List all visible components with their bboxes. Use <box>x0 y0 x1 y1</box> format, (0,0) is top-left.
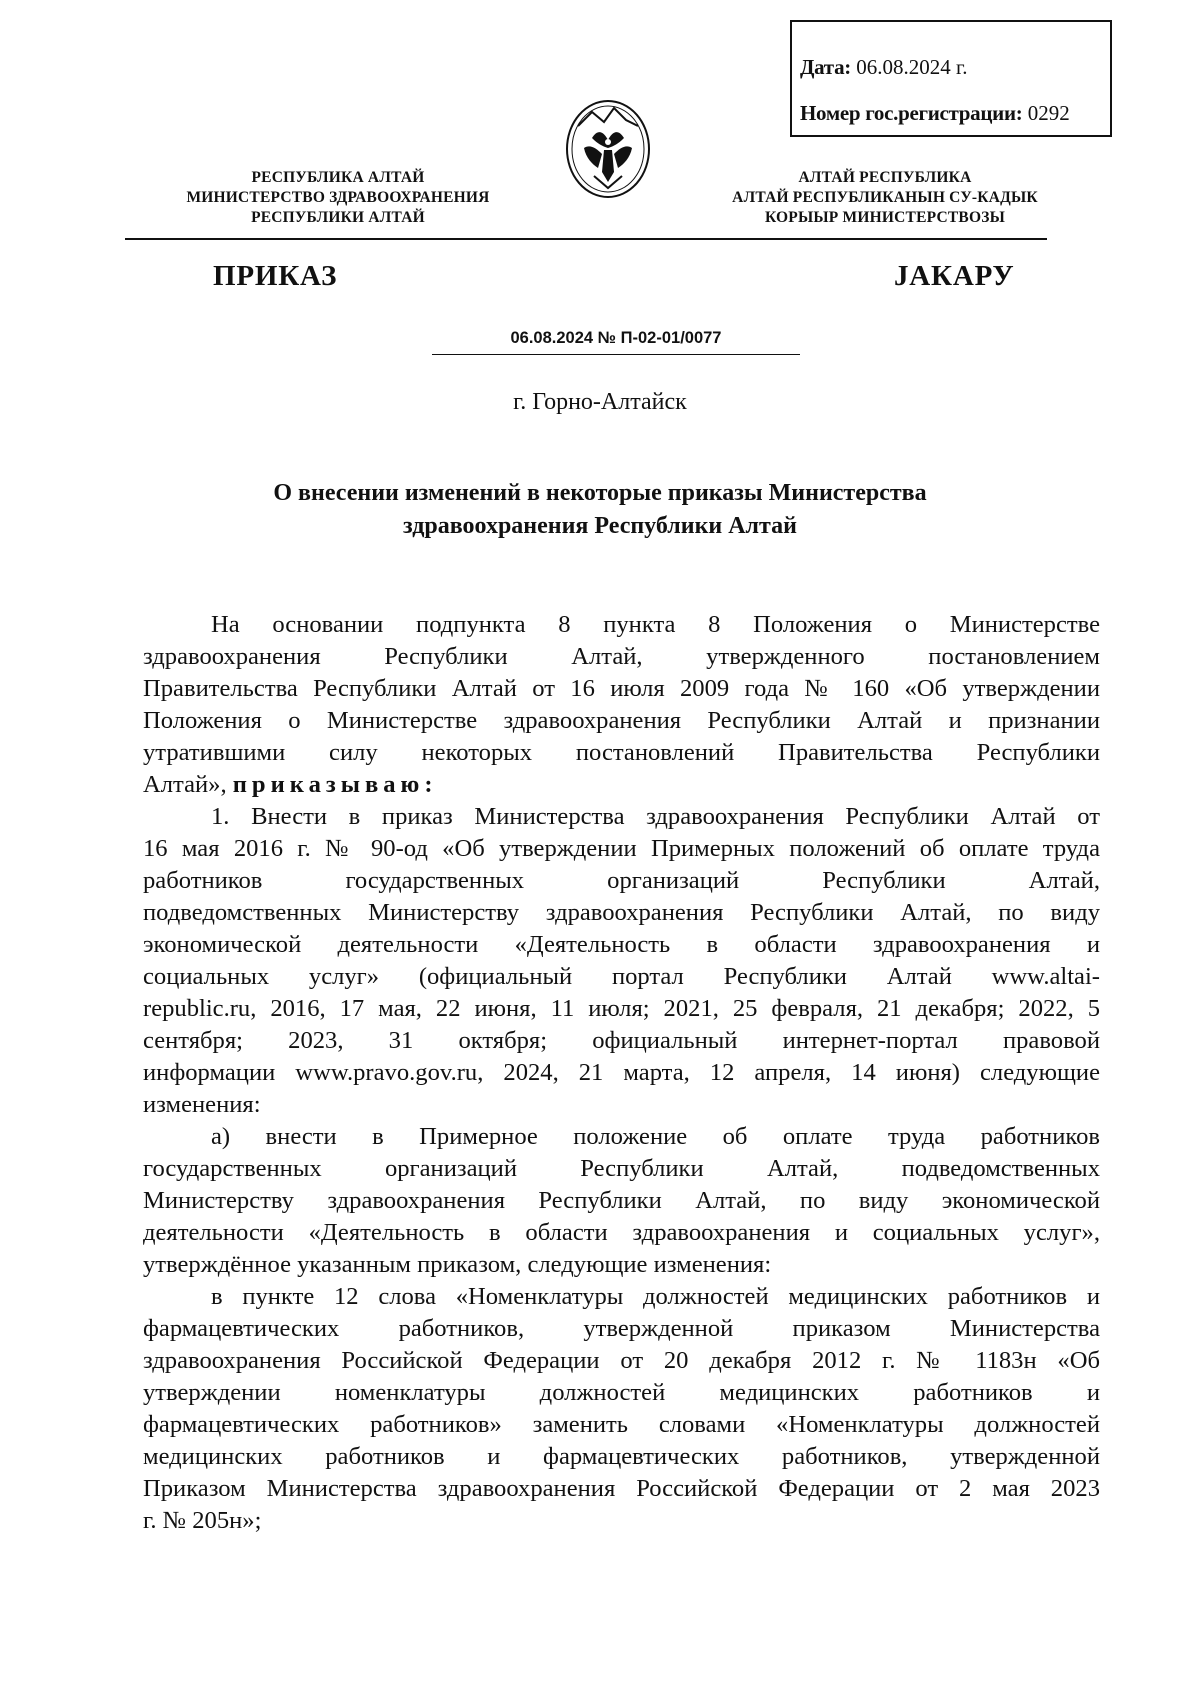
header-divider <box>125 238 1047 240</box>
header-right-line: АЛТАЙ РЕСПУБЛИКАНЫН СУ-КАДЫК <box>732 189 1038 206</box>
stamp-date-value: 06.08.2024 г. <box>856 55 968 79</box>
title-line: О внесении изменений в некоторые приказы Министерства <box>273 480 927 506</box>
body-line: деятельности «Деятельность в области здравоохранения и социальных услуг», <box>143 1219 1100 1246</box>
header-left-line: МИНИСТЕРСТВО ЗДРАВООХРАНЕНИЯ <box>186 189 490 206</box>
registration-stamp <box>790 20 1112 137</box>
body-line: здравоохранения Республики Алтай, утвержденного постановлением <box>143 643 1100 670</box>
header-right-line: АЛТАЙ РЕСПУБЛИКА <box>798 169 972 186</box>
body-line: информации www.pravo.gov.ru, 2024, 21 марта, 12 апреля, 14 июня) следующие <box>143 1059 1100 1086</box>
order-number: 06.08.2024 № П-02-01/0077 <box>432 329 800 355</box>
stamp-reg-row <box>800 90 1110 136</box>
body-line: подведомственных Министерству здравоохранения Республики Алтай, по виду <box>143 899 1100 926</box>
stamp-reg-value: 0292 <box>1027 101 1070 125</box>
header-left-line: РЕСПУБЛИКИ АЛТАЙ <box>251 209 425 226</box>
body-line: государственных организаций Республики Алтай, подведомственных <box>143 1155 1100 1182</box>
body-line: экономической деятельности «Деятельность в области здравоохранения и <box>143 931 1100 958</box>
body-line: Приказом Министерства здравоохранения Российской Федерации от 2 мая 2023 <box>143 1475 1100 1502</box>
city-line: г. Горно-Алтайск <box>513 389 687 415</box>
body-line: медицинских работников и фармацевтических работников, утвержденной <box>143 1443 1100 1470</box>
order-verb: приказываю: <box>232 771 438 798</box>
body-line: 16 мая 2016 г. № 90-од «Об утверждении Примерных положений об оплате труда <box>143 835 1100 862</box>
body-line: На основании подпункта 8 пункта 8 Положения о Министерстве <box>211 611 1100 638</box>
body-line: изменения: <box>143 1091 261 1118</box>
body-line: утверждённое указанным приказом, следующие изменения: <box>143 1251 772 1278</box>
body-line-start: Алтай», <box>143 771 227 798</box>
body-line: г. № 205н»; <box>143 1507 262 1534</box>
body-line: здравоохранения Российской Федерации от 20 декабря 2012 г. № 1183н «Об <box>143 1347 1100 1374</box>
doc-type-left: ПРИКАЗ <box>213 260 338 292</box>
body-line: утратившими силу некоторых постановлений Правительства Республики <box>143 739 1100 766</box>
body-line: утверждении номенклатуры должностей медицинских работников и <box>143 1379 1100 1406</box>
header-right-altai <box>694 168 1076 228</box>
body-line: фармацевтических работников» заменить словами «Номенклатуры должностей <box>143 1411 1100 1438</box>
header-left-russian <box>150 168 526 228</box>
body-line: Министерству здравоохранения Республики Алтай, по виду экономической <box>143 1187 1100 1214</box>
body-line: Правительства Республики Алтай от 16 июля 2009 года № 160 «Об утверждении <box>143 675 1100 702</box>
coat-of-arms-emblem <box>564 98 652 200</box>
doc-type-right: JАКАРУ <box>894 260 1015 292</box>
body-line: сентября; 2023, 31 октября; официальный интернет-портал правовой <box>143 1027 1100 1054</box>
body-line: фармацевтических работников, утвержденной приказом Министерства <box>143 1315 1100 1342</box>
stamp-date-label: Дата: <box>800 55 851 79</box>
body-line: работников государственных организаций Республики Алтай, <box>143 867 1100 894</box>
body-line: republic.ru, 2016, 17 мая, 22 июня, 11 июля; 2021, 25 февраля, 21 декабря; 2022, 5 <box>143 995 1100 1022</box>
header-left-line: РЕСПУБЛИКА АЛТАЙ <box>251 169 425 186</box>
title-line: здравоохранения Республики Алтай <box>403 513 797 539</box>
body-line: Положения о Министерстве здравоохранения Республики Алтай и признании <box>143 707 1100 734</box>
stamp-reg-label: Номер гос.регистрации: <box>800 101 1023 125</box>
body-line <box>143 769 1100 801</box>
header-right-line: КОРЫЫР МИНИСТЕРСТВОЗЫ <box>764 209 1005 226</box>
document-title <box>150 477 1050 543</box>
body-line: а) внести в Примерное положение об оплате труда работников <box>211 1123 1100 1150</box>
body-line: 1. Внести в приказ Министерства здравоохранения Республики Алтай от <box>211 803 1100 830</box>
body-line: в пункте 12 слова «Номенклатуры должностей медицинских работников и <box>211 1283 1100 1310</box>
body-line: социальных услуг» (официальный портал Республики Алтай www.altai- <box>143 963 1100 990</box>
document-body <box>143 609 1100 1537</box>
stamp-date-row <box>800 44 1110 90</box>
